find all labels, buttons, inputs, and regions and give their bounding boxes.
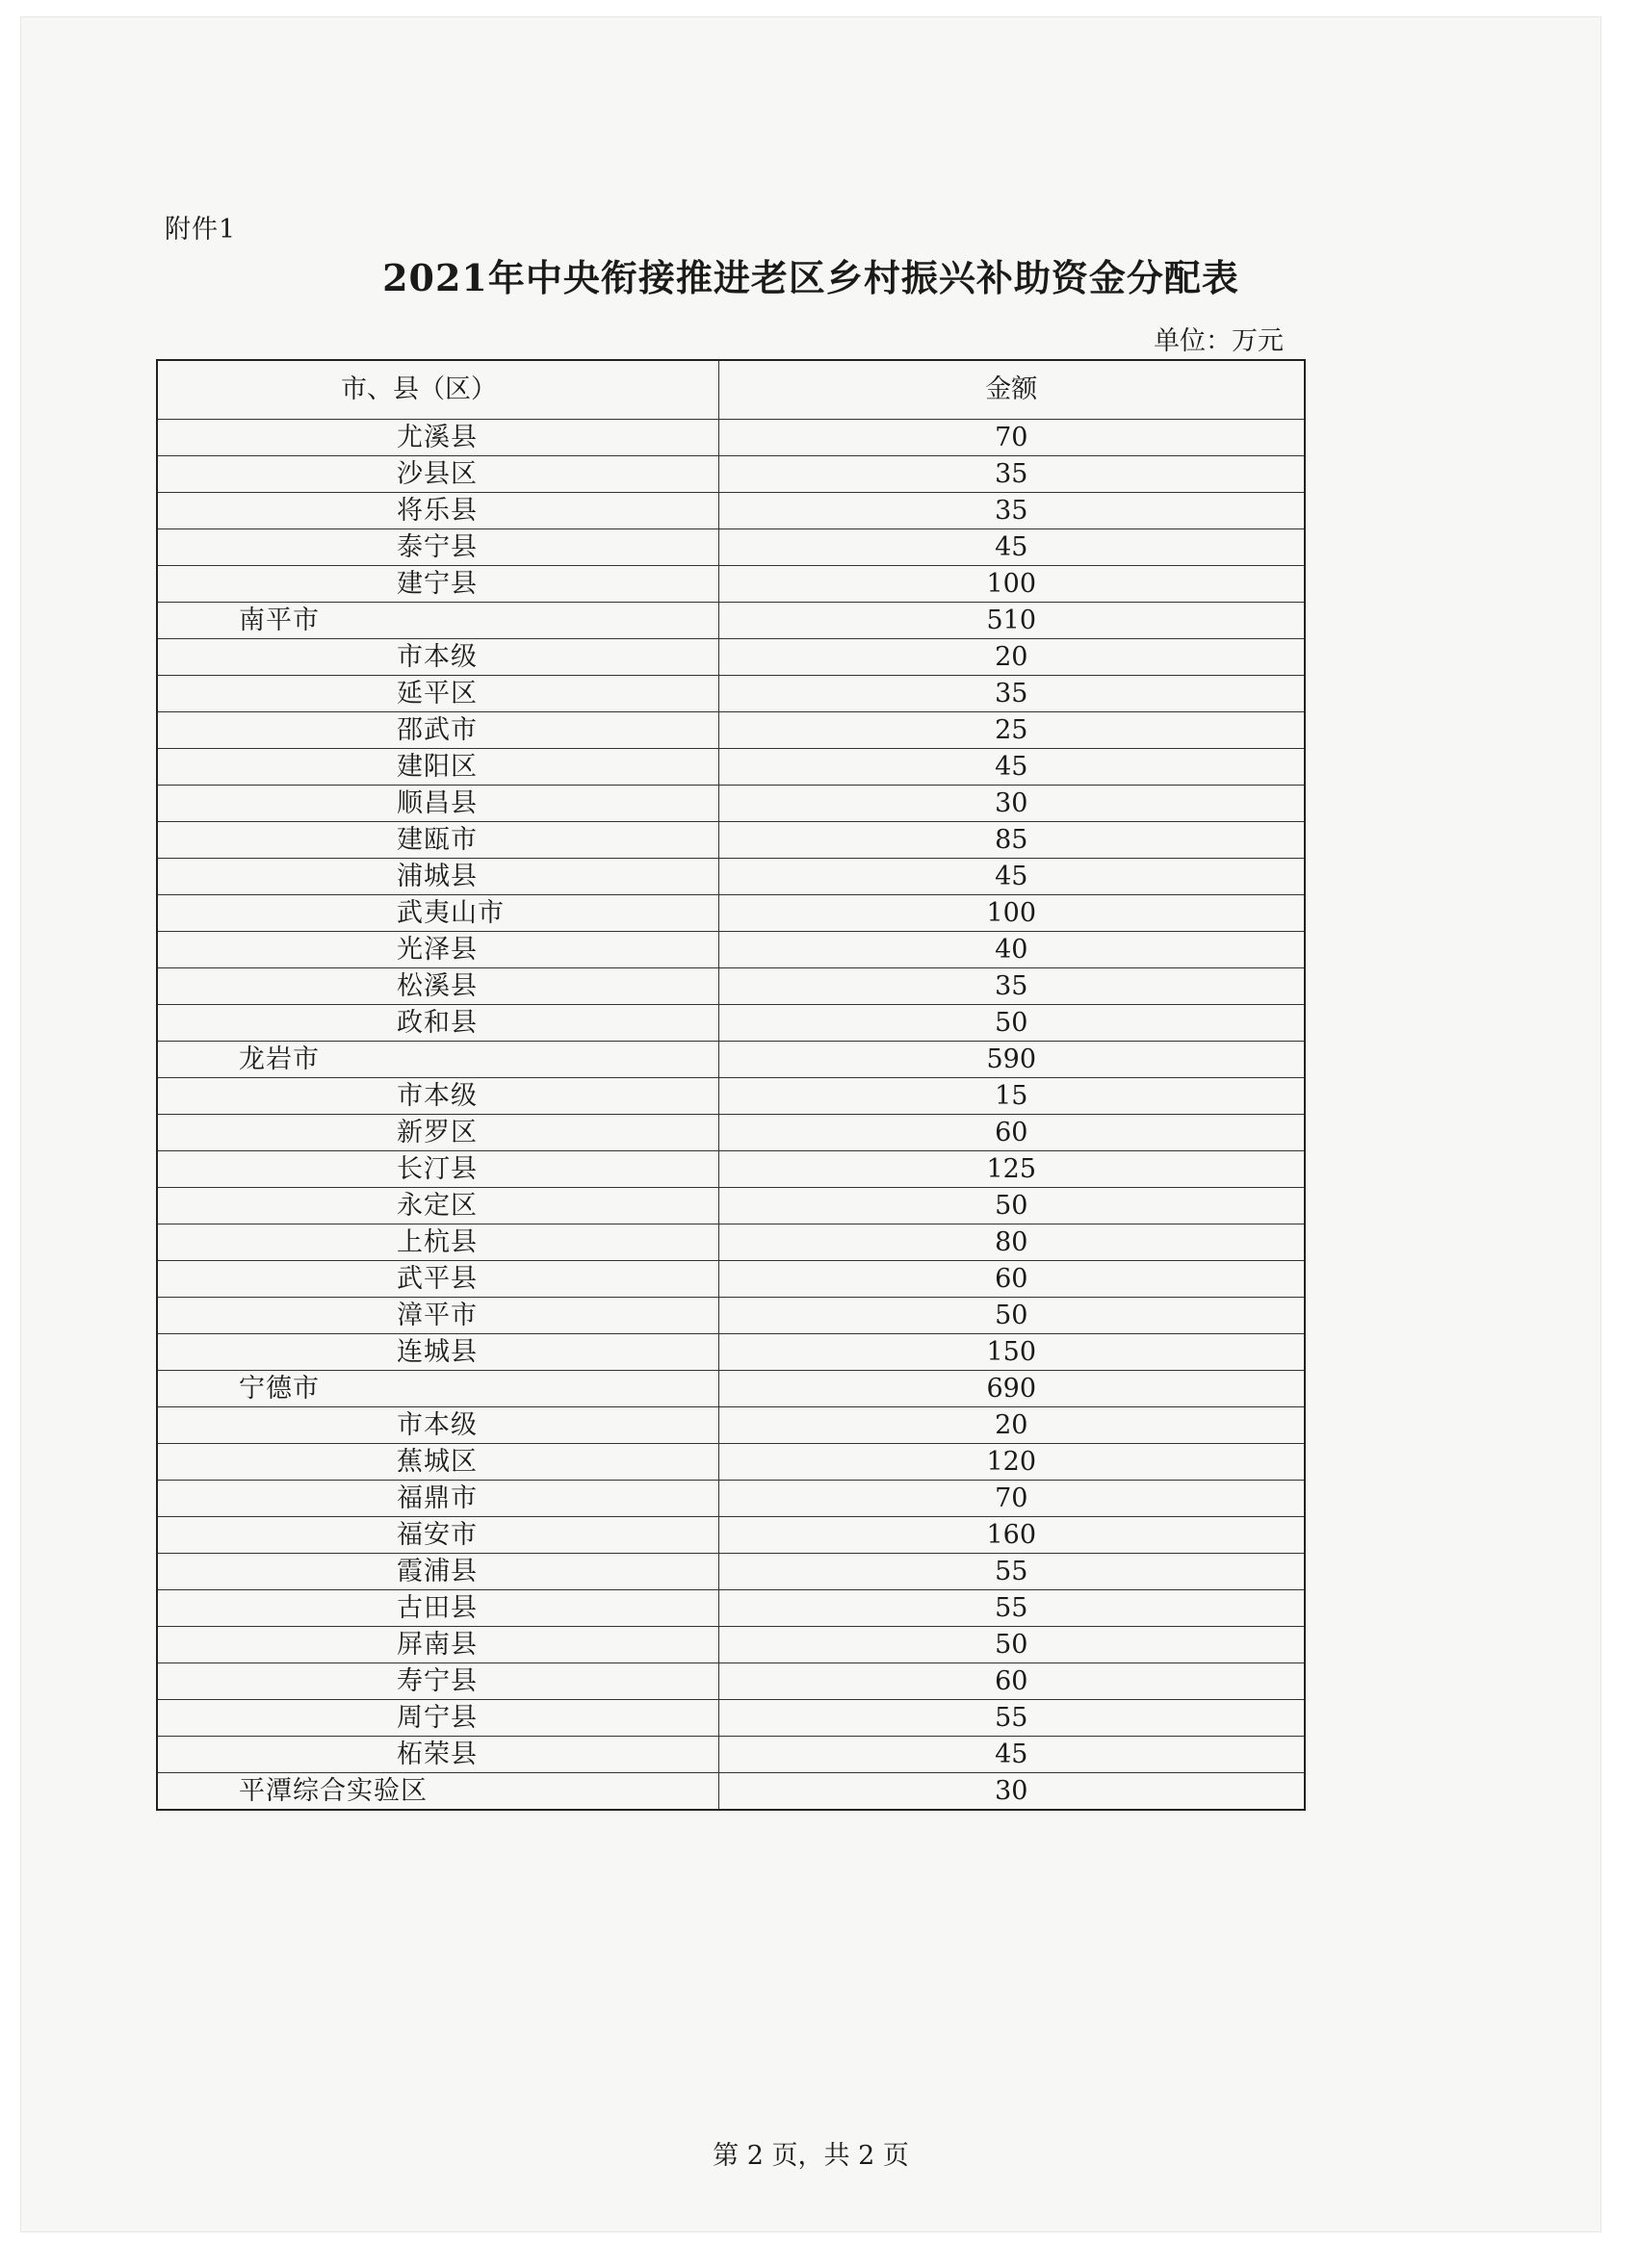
amount-cell: 35 [718, 493, 1305, 529]
amount-cell: 30 [718, 1773, 1305, 1811]
amount-cell: 45 [718, 749, 1305, 786]
amount-cell: 85 [718, 822, 1305, 859]
table-row [157, 676, 1305, 712]
county-name-cell: 福鼎市 [157, 1481, 718, 1517]
county-name-cell: 寿宁县 [157, 1663, 718, 1700]
amount-cell: 45 [718, 859, 1305, 895]
unit-label: 单位：万元 [1154, 326, 1284, 356]
table-row [157, 1773, 1305, 1811]
table-row [157, 1151, 1305, 1188]
table-row [157, 420, 1305, 456]
table-row [157, 1590, 1305, 1627]
amount-cell: 35 [718, 456, 1305, 493]
header-region: 市、县（区） [157, 360, 718, 420]
table-row [157, 786, 1305, 822]
county-name-cell: 新罗区 [157, 1115, 718, 1151]
amount-cell: 60 [718, 1115, 1305, 1151]
table-row [157, 1298, 1305, 1334]
table-row [157, 1005, 1305, 1042]
document-title: 2021年中央衔接推进老区乡村振兴补助资金分配表 [382, 256, 1239, 299]
amount-cell: 50 [718, 1627, 1305, 1663]
table-row [157, 456, 1305, 493]
table-row [157, 1334, 1305, 1371]
county-name-cell: 长汀县 [157, 1151, 718, 1188]
table-row [157, 603, 1305, 639]
county-name-cell: 福安市 [157, 1517, 718, 1554]
county-name-cell: 浦城县 [157, 859, 718, 895]
amount-cell: 40 [718, 932, 1305, 968]
table-row [157, 1627, 1305, 1663]
county-name-cell: 邵武市 [157, 712, 718, 749]
amount-cell: 55 [718, 1700, 1305, 1737]
attachment-label: 附件1 [165, 215, 237, 245]
amount-cell: 690 [718, 1371, 1305, 1407]
table-row [157, 1554, 1305, 1590]
county-name-cell: 延平区 [157, 676, 718, 712]
amount-cell: 55 [718, 1554, 1305, 1590]
amount-cell: 50 [718, 1188, 1305, 1224]
county-name-cell: 周宁县 [157, 1700, 718, 1737]
table-row [157, 1188, 1305, 1224]
county-name-cell: 建宁县 [157, 566, 718, 603]
table-row [157, 1737, 1305, 1773]
county-name-cell: 屏南县 [157, 1627, 718, 1663]
county-name-cell: 武平县 [157, 1261, 718, 1298]
amount-cell: 510 [718, 603, 1305, 639]
county-name-cell: 霞浦县 [157, 1554, 718, 1590]
city-name-cell: 龙岩市 [157, 1042, 718, 1078]
county-name-cell: 上杭县 [157, 1224, 718, 1261]
county-name-cell: 尤溪县 [157, 420, 718, 456]
county-name-cell: 建阳区 [157, 749, 718, 786]
amount-cell: 100 [718, 895, 1305, 932]
county-name-cell: 蕉城区 [157, 1444, 718, 1481]
amount-cell: 125 [718, 1151, 1305, 1188]
county-name-cell: 古田县 [157, 1590, 718, 1627]
county-name-cell: 建瓯市 [157, 822, 718, 859]
table-row [157, 1115, 1305, 1151]
table-row [157, 1444, 1305, 1481]
amount-cell: 590 [718, 1042, 1305, 1078]
amount-cell: 50 [718, 1298, 1305, 1334]
amount-cell: 160 [718, 1517, 1305, 1554]
table-body [157, 420, 1305, 1811]
county-name-cell: 将乐县 [157, 493, 718, 529]
header-amount: 金额 [718, 360, 1305, 420]
amount-cell: 60 [718, 1663, 1305, 1700]
page-footer: 第 2 页，共 2 页 [713, 2141, 909, 2171]
amount-cell: 80 [718, 1224, 1305, 1261]
table-row [157, 749, 1305, 786]
amount-cell: 55 [718, 1590, 1305, 1627]
county-name-cell: 光泽县 [157, 932, 718, 968]
amount-cell: 70 [718, 1481, 1305, 1517]
amount-cell: 70 [718, 420, 1305, 456]
county-name-cell: 市本级 [157, 1078, 718, 1115]
table-row [157, 932, 1305, 968]
county-name-cell: 沙县区 [157, 456, 718, 493]
city-name-cell: 平潭综合实验区 [157, 1773, 718, 1811]
table-row [157, 1261, 1305, 1298]
county-name-cell: 永定区 [157, 1188, 718, 1224]
table-header-row [157, 360, 1305, 420]
table-row [157, 529, 1305, 566]
table-row [157, 1224, 1305, 1261]
amount-cell: 20 [718, 1407, 1305, 1444]
table-row [157, 1481, 1305, 1517]
city-name-cell: 宁德市 [157, 1371, 718, 1407]
county-name-cell: 连城县 [157, 1334, 718, 1371]
table-row [157, 859, 1305, 895]
amount-cell: 120 [718, 1444, 1305, 1481]
county-name-cell: 泰宁县 [157, 529, 718, 566]
county-name-cell: 市本级 [157, 1407, 718, 1444]
table-row [157, 712, 1305, 749]
table-row [157, 1663, 1305, 1700]
amount-cell: 45 [718, 529, 1305, 566]
county-name-cell: 松溪县 [157, 968, 718, 1005]
table-row [157, 1078, 1305, 1115]
table-row [157, 566, 1305, 603]
county-name-cell: 武夷山市 [157, 895, 718, 932]
county-name-cell: 政和县 [157, 1005, 718, 1042]
county-name-cell: 漳平市 [157, 1298, 718, 1334]
amount-cell: 30 [718, 786, 1305, 822]
amount-cell: 25 [718, 712, 1305, 749]
amount-cell: 60 [718, 1261, 1305, 1298]
amount-cell: 150 [718, 1334, 1305, 1371]
amount-cell: 50 [718, 1005, 1305, 1042]
amount-cell: 15 [718, 1078, 1305, 1115]
table-row [157, 822, 1305, 859]
amount-cell: 20 [718, 639, 1305, 676]
table-row [157, 639, 1305, 676]
amount-cell: 45 [718, 1737, 1305, 1773]
table-row [157, 1371, 1305, 1407]
table-row [157, 895, 1305, 932]
table-row [157, 493, 1305, 529]
amount-cell: 35 [718, 676, 1305, 712]
table-row [157, 1517, 1305, 1554]
document-page [21, 17, 1600, 2231]
table-row [157, 1700, 1305, 1737]
table-row [157, 1042, 1305, 1078]
city-name-cell: 南平市 [157, 603, 718, 639]
table-row [157, 968, 1305, 1005]
county-name-cell: 顺昌县 [157, 786, 718, 822]
amount-cell: 100 [718, 566, 1305, 603]
allocation-table [156, 359, 1306, 1811]
table-row [157, 1407, 1305, 1444]
county-name-cell: 市本级 [157, 639, 718, 676]
amount-cell: 35 [718, 968, 1305, 1005]
county-name-cell: 柘荣县 [157, 1737, 718, 1773]
